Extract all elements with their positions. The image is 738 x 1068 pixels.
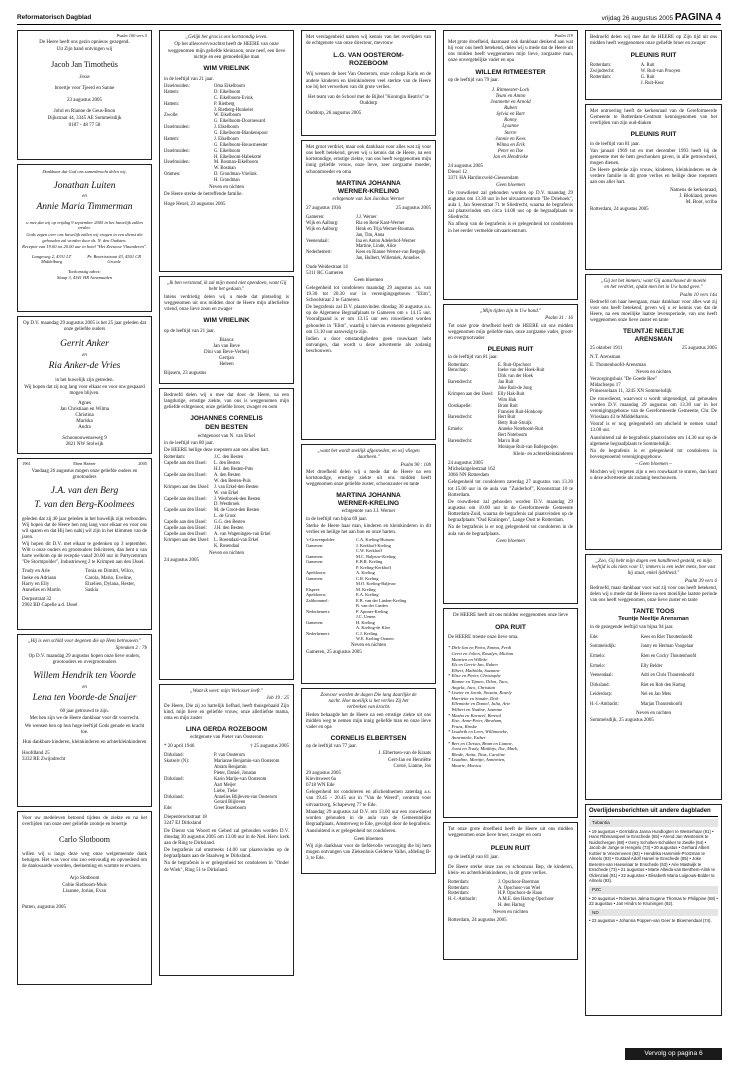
- death-ad-ritmeester: Psalm 119 Met grote droefheid, daarnaast ook dankbaar denkend aan wat hij voor ons heeft betekend, delen wij u mede dat de Heere uit ons midden heeft weggenomen mijn lieve, zorgzame man, onze onvergetelijke vader en opa WILLEM RITMEESTER op de leeftijd van 79 jaar. J. Ritmeester-Lock Teuni en Anton Jeannette en Arnold Ruben Sylvia en Bart Ronny Lysanne Sterre Jannie en Kees Wilma en Erik Peter en Ilse Jan en Hendrieke 24 augustus 2005 Diesel 12 3371 HA Hardinxveld-Giessendam Geen bloemen De rouwdienst zal gehouden worden op D.V. maandag 29 augustus om 13.30 uur in het uitvaartcentrum "De Driehoek", aula 1, Jan Steenstraat 71 te Sliedrecht, waarna de begrafenis zal plaatsvinden om circa 14.00 uur op de begraafplaats te Sliedrecht. Na afloop van de begrafenis is er gelegenheid tot condoleren in het eerder vermelde uitvaartcentrum.: [443, 30, 578, 300]
- family-member: Jan Ruit: [498, 380, 514, 386]
- family-member: C.A. Kreling-Huissen: [356, 537, 395, 543]
- family-place: [164, 544, 214, 550]
- family-place: 's-Gravenpolder:: [306, 537, 336, 543]
- family-member: D. Westbroek: [214, 502, 240, 508]
- family-place: Rotterdam:: [448, 891, 470, 897]
- family-member: Janny en Herman Voogelaar: [640, 644, 694, 650]
- family-place: Barendrecht:: [448, 415, 473, 421]
- family-member: J. Ruit-Keur: [640, 81, 664, 87]
- family-place: Rotterdam:: [448, 879, 470, 885]
- family-member: Betty Ruit-Struijk: [498, 421, 532, 427]
- family-place: [306, 636, 356, 642]
- family-place: IJsselmuiden:: [164, 148, 190, 154]
- family-place: Capelle aan den IJssel:: [164, 520, 207, 525]
- family-place: Rotterdam:: [448, 885, 470, 891]
- family-member: J. Kerkhoff-Kreling: [356, 542, 391, 548]
- family-member: Annelies Blijleven-van Oosterom: [214, 794, 278, 800]
- family-place: Capelle aan den IJssel:: [164, 525, 207, 531]
- family-member: J. van Erkel-den Besten: [214, 484, 259, 490]
- family-member: G. Eikelboom-Blankenspoor: [214, 131, 268, 137]
- family-place: [306, 256, 356, 262]
- family-member: Kees en Riet Thoutenhoofd: [640, 634, 693, 640]
- family-member: Marjan Thoutenhoofd: [640, 702, 682, 708]
- family-place: Dirksland:: [164, 776, 184, 782]
- family-member: C.J. Kreling: [356, 630, 378, 636]
- family-member: B. van der Linden: [356, 603, 388, 609]
- family-member: H. Kreling: [356, 619, 375, 625]
- family-place: H.-I.-Ambacht:: [448, 897, 477, 903]
- death-ad-opa-ruit: De HEERE heeft uit ons midden weggenomen onze lieve OPA RUIT De HEERE troeste onze lieve oma. * Dirk-Jan en Petra, Emma, Ferdi Geert en Jolien, Rosalyn, Michan Maarten en Willeke Els en Gerrit-Jan, Ruben Elbert, Mathilda, Suzanne * Elise en Pieter, Christophe Rianne en Tijmen, Dilon, Taco, Angela, Jaco, Christian * Lisette en Jacob, Siosaia, Rosely Harriëtte en Sander, Dirk Ellemieke en Daniel, Julia, Arie Wilbert en Nadine, Jasmine * Masha en Korneel, Berend Eise, Anne-Peter, Abraham, Frans, Rinske * Lisabeth en Leen, Willianneke, Annemieke, Esther * Bert en Christa, Bram en Lianne, Joost en Trudy, Matthijs, Ilse, Mark, Rhode, Anita, Titus, Caroline * Lisadine, Martijn, Annemien, Maurie, Monica: [443, 608, 578, 818]
- wedding-ad-luiten: Dankbaar dat God ons samenbracht delen wij, Jonathan Luiten en Annie Maria Timmerman u mee,dat wij op vrijdag 9 september 2005 in het huwelijk zullen treden. Gods zegen over ons huwelijk zullen wij vragen in een dienst die gehouden zal worden door ds. N. den Oudsten. Receptie van 19.00 tot 20.00 uur in hotel "Het Zeeuwse Vlaanderen". Langeweg 2, 4331 LT Middelburg Pr. Beatrixstraat 43, 4501 CR Groede Toekomstig adres: Slaap 3, 4341 HR Arnemuiden: [17, 164, 152, 312]
- family-member: A. den Besten: [214, 473, 241, 478]
- death-ad-pleunis-ruit-1: „Mijn tijden zijn in Uw hand." Psalm 31 : 16 Tot onze grote droefheid heeft de HEERE uit ons midden weggenomen mijn geliefde man, onze zorgzame vader, groot- en overgrootvader PLEUNIS RUIT in de leeftijd van 81 jaar. Rotterdam: E. Ruit-Opschoor Benschop: Ineke van der Hoek-Ruit Dirk van der Hoek Barendrecht: Jan Ruit Joke Ruit-de Jong Krimpen aan den IJssel: Elly Hak-Ruit Wim Hak Oostkapelle: Bram Ruit Fransien Ruit-Honkoop Barendrecht: Bert Ruit Betty Ruit-Struijk Ermelo: Anneke Noteboom-Ruit Bert Noteboom Barendrecht: Marco Ruit Monique Ruit-van Ballegooijen Klein- en achterkleinkinderen 24 augustus 2005 Michelangelostraat 162 3066 NN Rotterdam Gelegenheid tot condoleren zaterdag 27 augustus van 13.30 tot 15.00 uur in de aula van "Zuiderhof", Kroonstraat 10 te Rotterdam. De rouwdienst zal gehouden worden D.V. maandag 29 augustus om 10.00 uur in de Gereformeerde Gemeente Rotterdam-Zuid, waarna de begrafenis zal plaatsvinden op de begraafplaats "Oud Kralingen", Lange Oost te Rotterdam. Na de begrafenis is er nog gelegenheid tot condoleren in de aula van de begraafplaats. Geen bloemen: [443, 304, 578, 604]
- family-place: Zwijndrecht:: [590, 69, 615, 75]
- section-nd: ND: [589, 909, 718, 917]
- anniversary-ad-voorde: „Hij is een schild voor degenen die op Hem betrouwen." Spreuken 2 : 7b Op D.V. maandag 29 augustus hopen onze lieve ouders, grootouders en overgrootouders Willem Hendrik ten Voorde en Lena ten Voorde-de Snaijer 60 jaar getrouwd te zijn. Met hen zijn we de Heere dankbaar voor dit voorrecht. We wensen hen op hun hoge leeftijd Gods genade en kracht toe. Hun dankbare kinderen, kleinkinderen en achterkleinkinderen Hoofdland 25 3332 RE Zwijndrecht: [17, 634, 152, 807]
- family-member: Adri en Chris Thoutenhoofd: [640, 673, 694, 679]
- family-list: [306, 537, 431, 642]
- family-member: G. Eikelboom: [214, 148, 241, 154]
- family-member: E. Ruit-Opschoor: [498, 362, 532, 368]
- family-member: L. Rosendaal-van Erkel: [214, 537, 259, 543]
- family-member: K. Rosendaal: [214, 543, 240, 549]
- family-member: J.H. den Besten: [214, 525, 244, 531]
- family-member: J. Rietberg-Hunkeler: [214, 107, 254, 113]
- death-ad-rozeboom: „Want ik weet: mijn Verlosser leeft." Job 19 : 25 De Heere, Die zij zo hartelijk liefhad, heeft thuisgehaald Zijn kind, mijn lieve en geliefde vrouw, onze allerliefste mama, oma en mijn zuster LINA GERDA ROZEBOOM echtgenote van Pieter van Oosterom * 20 april 1946 † 25 augustus 2005 Dirksland: P. van Oosterom Skotselv (N): Marianne Benjamin-van Oosterom Abram Benjamin Pieter, Daniel, Jonatan Dirksland: Karin Marije-van Oosterom Aart Meijer Liebe, Tieke Dirksland: Annelies Blijleven-van Oosterom Gerard Blijleven Ede: Greet Rozeboom Diepenbrockstraat 18 3247 EJ Dirksland De Dienst van Woord en Gebed zal gehouden worden D.V. dinsdag 30 augustus 2005 om 13.00 uur in de Ned. Herv. kerk aan de Ring te Dirksland. De begrafenis zal omstreeks 14.00 uur plaatsvinden op de begraafplaats aan de Staalweg te Dirksland. Na de begrafenis is er gelegenheid tot condoleren in "Onder de Wiek", Ring 51 te Dirksland.: [159, 684, 294, 976]
- anniversary-ad-anker: Op D.V. maandag 29 augustus 2005 is het 25 jaar geleden dat onze geliefde ouders Gerrit Anker en Ria Anker-de Vries in het huwelijk zijn getreden. Wij hopen dat zij nog lang voor elkaar en voor ons gespaard mogen blijven. Agnes Jan Christiaan en Wilma Christina Mariska Andra Schoonouwenseweg 9 2821 NW Stolwijk: [17, 316, 152, 454]
- section-pzc: PZC: [589, 886, 718, 894]
- death-ad-pleun-ruit: Tot onze grote droefheid heeft de Heere uit ons midden weggenomen onze lieve broer, zwager en oom PLEUN RUIT op de leeftijd van 81 jaar. De Heere sterke onze zus en schoonzus Bep, de kinderen, klein- en achterkleinkinderen, in dit grote verlies. Rotterdam: J. Opschoor-Boerman Rotterdam: A. Opschoor-van Wiel Rotterdam: H.P. Opschoor-de Haan H.-I.-Ambacht: A.M.E. den Hartog-Opschoor H. den Hartog Neven en nichten Rotterdam, 24 augustus 2005: [443, 822, 578, 960]
- column-4: [443, 30, 578, 964]
- family-member: W.E. Kreling-Oomen: [356, 636, 394, 642]
- family-member: Martine, Linde, Alice: [356, 244, 397, 250]
- family-place: Veenendaal:: [306, 238, 329, 244]
- column-1: [17, 30, 152, 989]
- family-place: Gameren:: [306, 559, 324, 565]
- family-member: Riet en Rob den Hartog: [640, 682, 686, 688]
- continued-on-page-button[interactable]: Vervolg op pagina 6: [625, 1048, 722, 1060]
- death-ad-pleunis-ruit-2: Bedroefd delen wij mee dat de HEERE op Zijn tijd uit ons midden heeft weggenomen onze geliefde broer en zwager PLEUNIS RUIT Rotterdam: A. Ruit Zwijndrecht: W. Ruit-van Prooyen Rotterdam: G. Ruit J. Ruit-Keur: [585, 30, 722, 100]
- family-member: A. van Wageningen-van Erkel: [214, 531, 271, 537]
- family-member: P. van Oosterom: [214, 753, 245, 759]
- family-place: Ommen:: [164, 172, 181, 178]
- family-place: Dirksland:: [164, 753, 184, 759]
- family-list: [164, 84, 289, 184]
- family-member: Dirk van der Hoek: [498, 374, 534, 380]
- death-ad-van-oosterom: Met verslagenheid namen wij kennis van het overlijden van de echtgenote van onze directeur, mevrouw L.G. VAN OOSTEROM- ROZEBOOM Wij wensen de heer Van Oosterom, onze collega Karin en de andere kinderen en kleinkinderen veel sterkte van de Heere toe bij het verwerken van dit grote verlies. Het team van de School met de Bijbel "Koningin Beatrix" te Ouddorp Ouddorp, 26 augustus 2005: [301, 30, 436, 136]
- family-place: Ermelo:: [590, 653, 606, 659]
- family-place: [448, 903, 498, 909]
- family-member: M. Bosman-Eikelboom: [214, 160, 259, 166]
- family-member: Pieter, Daniel, Jonatan: [214, 771, 257, 777]
- family-place: Capelle aan den IJssel:: [164, 531, 207, 537]
- family-member: M. de Groot-den Besten: [214, 508, 260, 514]
- family-list: [164, 455, 289, 549]
- family-member: A. Kreling: [356, 570, 375, 576]
- family-member: J. Opschoor-Boerman: [498, 879, 540, 885]
- family-member: J.C. Uenen: [356, 614, 376, 620]
- family-member: C.R. Kreling: [356, 575, 379, 581]
- family-member: H.P. Opschoor-de Haan: [498, 891, 543, 897]
- family-member: Elly Belder: [640, 663, 663, 669]
- family-member: G.G. den Besten: [214, 520, 245, 525]
- family-member: J.C. den Besten: [214, 455, 244, 461]
- family-place: [448, 445, 498, 451]
- family-member: Oma Eikelboom: [214, 84, 245, 90]
- family-member: Henk en Trija Werner-Bouman: [356, 226, 414, 232]
- family-member: W. Bosman: [214, 166, 236, 172]
- death-ad-den-besten: Bedroefd delen wij u mee dat door de Heere, na een langdurige, ernstige ziekte, van ons is weggenomen mijn geliefde echtgenoot, onze geliefde broer, zwager en oom JOHANNES CORNELIS DEN BESTEN echtgenoot van N. van Erkel in de leeftijd van 80 jaar. De HEERE heilige deze roepstem aan ons allen hart. Rotterdam: J.C. den Besten Capelle aan den IJssel: L. den Besten H.J. den Besten-Puts Capelle aan den IJssel: A. den Besten W. den Besten-Puls Krimpen aan den IJssel: J. van Erkel-den Besten W. van Erkel Capelle aan den IJssel: J. Westbroek-den Besten D. Westbroek Capelle aan den IJssel: M. de Groot-den Besten L. de Groot Capelle aan den IJssel: G.G. den Besten Capelle aan den IJssel: J.H. den Besten Capelle aan den IJssel: A. van Wageningen-van Erkel Krimpen aan den IJssel: L. Rosendaal-van Erkel K. Rosendaal Neven en nichten 24 augustus 2005: [159, 388, 294, 680]
- family-member: E.B.R. Kreling: [356, 559, 383, 565]
- family-place: Hattem:: [164, 136, 180, 142]
- family-member: G. Eikelboom-Doorneward: [214, 119, 266, 125]
- family-member: H. Eikelboom-Habekotté: [214, 154, 262, 160]
- family-place: Elspeet:: [306, 586, 321, 592]
- family-member: Joke Ruit-de Jong: [498, 386, 532, 392]
- family-place: Veenendaal:: [590, 673, 613, 679]
- family-member: M. Kreling: [356, 586, 376, 592]
- family-place: Nederhemert:: [306, 250, 332, 256]
- family-member: Bert Noteboom: [498, 433, 528, 439]
- family-place: IJsselmuiden:: [164, 160, 190, 166]
- death-ad-arensman: „Gij zet het immers; want Gij aanschouwt de moeite en het verdriet, opdat men het in Uw hand geve." Psalm 10 vers 14a Bedroefd om haar heengaan, maar dankbaar voor alles wat zij voor ons heeft betekend, geven wij u er kennis van dat de Heere, na een moeilijke laatste levensperiode, van ons heeft weggenomen onze lieve zuster en tante TEUNTJE NEELTJE ARENSMAN 25 oktober 1911 25 augustus 2005 N.T. Arensman E. Thoutenhoofd-Arensman Neven en nichten Verzorgingshuis "De Goede Ree" Midachsepu 17 Prinsesselaan 11, 3245 XN Sommelsdijk De rouwdienst, waarvoor u wordt uitgenodigd, zal gehouden worden D.V. maandag 29 augustus om 13.30 uur in het verenigingsgebouw van de Gereformeerde Gemeente, Chr. De Vrieslaan 43 te Middelharnis. Vooraf is er nog gelegenheid om afscheid te nemen vanaf 13.00 uur. Aansluitend zal de begrafenis plaatsvinden om 14.30 uur op de algemene begraafplaats te Sommelsdijk. Na de begrafenis is er gelegenheid tot condoleren in bovengenoemd verenigingsgebouw. ~ Geen bloemen ~ Mochten wij vergeten zijn u een rouwkaart te sturen, dan kunt u deze advertentie als zodanig beschouwen.: [585, 274, 722, 550]
- family-member: Abram Benjamin: [214, 765, 247, 771]
- family-list: [590, 63, 717, 87]
- family-list: [306, 215, 431, 262]
- column-3: [301, 30, 436, 878]
- family-member: Ria en René Kant-Werner: [356, 220, 405, 226]
- family-member: G. Ruit: [640, 75, 655, 81]
- family-member: Elly Hak-Ruit: [498, 391, 525, 397]
- family-member: A. Kreling-de Kloe: [356, 625, 391, 631]
- page-header: [17, 12, 721, 25]
- family-place: Rotterdam:: [590, 75, 612, 81]
- family-member: M.C. Baljeuw-Kreling: [356, 553, 396, 559]
- family-place: IJsselmuiden:: [164, 125, 190, 131]
- family-member: G. Eikelboom-Bouwmeester: [214, 142, 268, 148]
- family-member: Fransien Ruit-Honkoop: [498, 409, 543, 415]
- family-member: Liebe, Tieke: [214, 788, 238, 794]
- section-tubantia: Tubantia: [589, 819, 718, 827]
- family-member: J. Eikelboom: [214, 136, 239, 142]
- thanks-ad-slotboom: Voor uw medeleven betoond tijdens de ziekte en na het overlijden van onze zeer geliefde zoontje en broertje Carlo Slotboom willen wij u langs deze weg onze welgemeende dank betuigen. Het was voor ons zoo eenvoudig en opvoedend om de dankwaarde woorden, deelneming en warmte te ervaren. Arjo Slotboom Cobie Slotboom-Muis Lisanne, Jorian, Evan Putten, augustus 2005: [17, 811, 152, 985]
- family-member: W. den Besten-Puls: [214, 478, 251, 484]
- family-place: Gameren:: [306, 215, 325, 221]
- newspaper-name: Reformatorisch Dagblad: [17, 14, 92, 21]
- family-place: Benschop:: [448, 368, 468, 374]
- family-place: Krimpen aan den IJssel:: [448, 391, 494, 397]
- family-place: Gameren:: [306, 619, 324, 625]
- family-place: Nederhemert:: [306, 608, 331, 614]
- family-place: Hattem:: [164, 101, 180, 107]
- family-member: Marianne Benjamin-van Oosterom: [214, 759, 280, 765]
- family-place: Rotterdam:: [164, 455, 186, 461]
- birth-ad-timotheus: Psalm 100 vers 5 De Heere heeft ons gezin opnieuw gezegend. Uit Zijn hand ontvingen wij Jacob Jan Timotheüs Jesse broertje voor Tjeerd en Sanne 23 augustus 2005 Johri en Rianne de Geus-Boon Dijkstraat 44, 3345 AE Sommelsdijk 0187 - 48 77 58: [17, 30, 152, 160]
- family-place: Wijk en Aalburg:: [306, 220, 339, 226]
- family-member: Rien en Cocky Thoutenhoofd: [640, 653, 697, 659]
- family-member: H. den Hartog: [498, 903, 525, 909]
- family-place: Rotterdam:: [448, 362, 470, 368]
- page-date: vrijdag 26 augustus 2005 PAGINA 4: [601, 12, 721, 23]
- family-member: E.A. Kreling: [356, 592, 379, 598]
- family-place: Capelle aan den IJssel:: [164, 496, 207, 502]
- family-place: Barendrecht:: [448, 380, 473, 386]
- family-place: Ermelo:: [448, 427, 464, 433]
- death-ad-tante-toos: „Zoo, Gij hebt mijn dagen een handbreed gesteld, en mijn leeftijd is als niets voor U; immers is een ieder mens, hoe vast hij staat, enkel ijdelheid." Psalm 39 vers 6 Bedroefd, maar dankbaar voor wat zij voor ons heeft betekend, delen wij u mede dat de Heere na een moeilijke laatste periode van ons heeft weggenomen, onze lieve zuster en tante TANTE TOOS Teuntje Neeltje Arensman in de gezegende leeftijd van bijna 94 jaar. Ede: Kees en Riet Thoutenhoofd Sommelsdijk: Janny en Herman Voogelaar Ermelo: Rien en Cocky Thoutenhoofd Ermelo: Elly Belder Veenendaal: Adri en Chris Thoutenhoofd Dirksland: Riet en Rob den Hartog Leiderdorp: Nel en Jan Mets H.-I.-Ambacht: Marjan Thoutenhoofd Neven en nichten Sommelsdijk, 25 augustus 2005: [585, 554, 722, 800]
- family-place: IJsselmuiden:: [164, 84, 190, 90]
- family-place: Wijk en Aalburg:: [306, 226, 339, 232]
- family-member: A. Ruit: [640, 63, 655, 69]
- family-place: Ede:: [590, 634, 599, 640]
- child-name: Jacob Jan Timotheüs: [51, 59, 118, 69]
- family-member: Gerard Blijleven: [214, 800, 246, 806]
- family-place: Dirksland:: [164, 794, 184, 800]
- family-place: Capelle aan den IJssel:: [164, 508, 207, 514]
- family-place: Capelle aan den IJssel:: [164, 461, 207, 467]
- family-member: Ina en Anton Adelerhof-Werner: [356, 238, 416, 244]
- family-place: [590, 81, 641, 87]
- family-list: [164, 753, 289, 812]
- family-place: Zwolle:: [164, 113, 179, 119]
- family-place: Capelle aan den IJssel:: [164, 473, 207, 478]
- family-member: P. Kreling-Kerkhoff: [356, 564, 392, 570]
- family-place: Barendrecht:: [448, 438, 473, 444]
- family-place: Gameren:: [306, 575, 324, 581]
- family-member: Kees en Rianne Werner-van Bergeijk: [356, 250, 426, 256]
- family-place: Ede:: [164, 806, 173, 812]
- family-member: D. Grondman-Vrielink: [214, 172, 257, 178]
- family-member: Anneke Noteboom-Ruit: [498, 427, 544, 433]
- family-member: A. Opschoor-van Wiel: [498, 885, 541, 891]
- family-member: M.O. Kreling-Baljeuw: [356, 581, 396, 587]
- family-member: D. Eikelboom: [214, 89, 241, 95]
- family-list: [590, 633, 717, 710]
- family-member: C.W. Kerkhoff: [356, 548, 382, 554]
- family-member: J.J. Werner: [356, 215, 377, 221]
- family-list: [448, 363, 573, 451]
- family-place: Gameren:: [306, 542, 324, 548]
- family-member: C. Eikelboom-Evink: [214, 95, 253, 101]
- family-member: H. Grondman: [214, 178, 240, 184]
- family-member: Monique Ruit-van Ballegooijen: [498, 444, 558, 450]
- church-ad-pleunis-ruit: Met ontroering heeft de kerkenraad van de Gereformeerde Gemeente te Rotterdam-Centrum kennisgenomen van het overlijden van zijn oud-diaken PLEUNIS RUIT in de leeftijd van 81 jaar. Van januari 1969 tot en met december 1993 heeft hij de gemeente met de hem geschonken gaven, in alle getrouwheid, mogen dienen. De Heere gedenke zijn vrouw, kinderen, kleinkinderen en de verdere familie in dit grote verlies en heilige deze roepstem aan ons aller hart. Namens de kerkenraad, J. Blokland, preses M. Boot, scriba Rotterdam, 24 augustus 2005: [585, 104, 722, 270]
- obituary-overview: Overlijdensberichten uit andere dagbladen Tubantia • 19 augustus • Gerritdina Janna Hundlogten te Westerhaar (81) • Hans Ribmanspeel te Enschede (65) • Arend Jan Westenink te Nuidschergen (88) • Gerry Scholten-Schokker te Zwolle (64) • Jacob de Jonge te Hengelo (73) • 20 augustus • Gerhard Albert Kottier te Vriezenveen (82) • Hendrika Hammink-Protzman te Almelo (93) • Gustaaf Adolf Hamel te Enschede (85) • Joke Besems-van Haeselaar te Enschede (53) • Arie Mastwijk te Enschede (73) • 21 augustus • Marte Alleida van Benthem-Alink te Oldenzaal (91) • 22 augustus • Elisabeth Maria Luijpouw-Bolder te Almelo (93). PZC • 20 augustus • Robertus Jalma Eugene Thomas te Philippine (58) • 22 augustus • Jan Hindrs te Kruiningen (92). ND • 23 augustus • Johanna Poppen-van Geer te Bloemendaal (74).: [585, 804, 722, 1016]
- family-list: [448, 880, 573, 909]
- column-2: [159, 30, 294, 980]
- family-member: Bram Ruit: [498, 403, 518, 409]
- family-place: Rotterdam:: [590, 63, 612, 69]
- family-place: Hattem:: [164, 89, 180, 95]
- family-place: H.-I.-Ambacht:: [590, 702, 619, 708]
- family-member: L. de Groot: [214, 514, 236, 520]
- family-place: Skotselv (N):: [164, 759, 190, 765]
- family-member: Wim Hak: [498, 397, 517, 403]
- column-5: [585, 30, 722, 1016]
- death-ad-werner-kreling-1: Met groot verdriet, maar ook dankbaar voor alles wat zij voor ons heeft betekend, geven wij u kennis dat de Heere, na een kortstondige, ernstige ziekte, van ons heeft weggenomen mijn innig geliefde vrouw, onze lieve, zeer zorgzame moeder, schoonmoeder en oma MARTINA JOHANNA WERNER-KRELING echtgenote van Jan Jacobus Werner 27 augustus 1936 25 augustus 2005 Gameren: J.J. Werner Wijk en Aalburg: Ria en René Kant-Werner Wijk en Aalburg: Henk en Trija Werner-Bouman Jan, Tim, Anna Veenendaal: Ina en Anton Adelerhof-Werner Martine, Linde, Alice Nederhemert: Kees en Rianne Werner-van Bergeijk Jan, Huibert, Willemiek, Annelies Oude Weidestraat 14 5311 RC Gameren Geen bloemen Gelegenheid tot condoleren maandag 29 augustus a.s. van 19.30 tot 20.30 uur in verenigingsgebouw "Elim", Schoolstraat 2 te Gameren. De begrafenis zal D.V. plaatsvinden dinsdag 30 augustus a.s. op de Algemene Begraafplaats te Gameren om ± 14.15 uur. Voorafgaand is er om 13.15 uur een rouwdienst worden gehouden in "Elim", waarbij u hiervan eveneens gelegenheid om 13.10 uur aanwezig te zijn. Indien u door omstandigheden geen rouwkaart hebt ontvangen, dan wordt u deze advertentie als zodanig beschouwen.: [301, 140, 436, 440]
- death-ad-vrielink-2: „Ik ben verstomd, ik zal mijn mond niet opendoen, want Gij hebt het gedaan." Intens verdrietig delen wij u mede dat plotseling is weggenomen uit ons midden door de Heere mijn allerliefste vriend, onze lieve zoon en zwager WIM VRIELINK op de leeftijd van 21 jaar. Bianca Jan van Beve Dini van Beve-Verheij Gertjan Heleen Bijssem, 23 augustus: [159, 276, 294, 384]
- family-place: Apeldoorn:: [306, 570, 326, 576]
- family-place: Oostkapelle:: [448, 403, 472, 409]
- anniversary-ad-berg: 1961 Eben Haëzer 2005 Vandaag 26 augustus mogen onze geliefde ouders en grootouders J.A. van den Berg T. van den Berg-Koolmees geleden dat zij 40 jaar geleden in het huwelijk zijn verbonden. Wij hopen dat de Heere hen nog lang voor elkaar en voor ons wil sparen en dat Hij hen nabij wil zijn in het klimmen van de jaren. Wij hopen dit D.V. met elkaar te gedenken op 3 september. Wilt u onze ouders en grootouders feliciteren, dan bent u van harte welkom op de receptie vanaf 20.00 uur in Partycentrum "De Stormpolder", Industrieweg 2 te Krimpen aan den IJssel. Trudy en Arie Ineke en Adriaan Harry en Elly Annelies en Martin Tonia en Dimitri, Wilco, Carola, Mario, Eveline, Elzelien, Dylana, Hester, Saskia Dorpsstraat 32 2902 BD Capelle a.d. IJssel: [17, 458, 152, 630]
- family-member: Nel en Jan Mets: [640, 692, 672, 698]
- family-member: Marco Ruit: [498, 438, 520, 444]
- family-member: W. Eikelboom: [214, 113, 241, 119]
- family-member: P. Aponer-Kreling: [356, 608, 388, 614]
- family-member: J. Eikelboom: [214, 125, 239, 131]
- family-member: Jan, Huibert, Willemiek, Annelies: [356, 256, 420, 262]
- family-place: Ermelo:: [590, 663, 606, 669]
- family-place: Krimpen aan den IJssel:: [164, 537, 210, 543]
- family-member: L. den Besten: [214, 461, 240, 467]
- death-ad-vrielink-1: „Gelijk het gras is ons kortstondig leven. Op het allesovervwachtst heeft de HEERE van onze weggenomen mijn geliefde kleinzoon, onze neef, een lieve nichtje en een gemoedelijke man WIM VRIELINK in de leeftijd van 21 jaar. IJsselmuiden: Oma Eikelboom Hattem: D. Eikelboom C. Eikelboom-Evink Hattem: P. Rietberg J. Rietberg-Hunkeler Zwolle: W. Eikelboom G. Eikelboom-Doorneward IJsselmuiden: J. Eikelboom G. Eikelboom-Blankenspoor Hattem: J. Eikelboom G. Eikelboom-Bouwmeester IJsselmuiden: G. Eikelboom H. Eikelboom-Habekotté IJsselmuiden: M. Bosman-Eikelboom W. Bosman Ommen: D. Grondman-Vrielink H. Grondman Neven en nichten De Heere sterke de betreffende familie. Hoge Hexel, 23 augustus 2005: [159, 30, 294, 272]
- family-place: [164, 178, 214, 184]
- family-place: Zaltbommel:: [306, 597, 329, 603]
- family-member: Karin Marije-van Oosterom: [214, 776, 267, 782]
- family-member: Aart Meijer: [214, 782, 236, 788]
- family-place: Krimpen aan den IJssel:: [164, 484, 210, 490]
- family-place: Gameren:: [306, 553, 324, 559]
- family-member: E.R. van der Linden-Kreling: [356, 597, 407, 603]
- family-member: Jan, Tim, Anna: [356, 232, 385, 238]
- family-place: Apeldoorn:: [306, 592, 326, 598]
- family-place: Nederhemert:: [306, 630, 331, 636]
- family-member: W. van Erkel: [214, 490, 239, 496]
- family-member: Greet Rozeboom: [214, 806, 246, 812]
- family-member: Bert Ruit: [498, 415, 516, 421]
- family-member: Ineke van der Hoek-Ruit: [498, 368, 545, 374]
- family-member: J. Westbroek-den Besten: [214, 496, 261, 502]
- family-member: P. Rietberg: [214, 101, 235, 107]
- family-member: W. Ruit-van Prooyen: [640, 69, 681, 75]
- family-member: A.M.E. den Hartog-Opschoor: [498, 897, 554, 903]
- death-ad-elbertsen: Zoovoor worden de dagen Die lang daarlijke de nacht. Hoe moeilijk is het verlies Zij het verbreken van kracht. Heden behaagde het de Heere na een ernstige ziekte uit ons midden weg te nemen mijn innig geliefde man en onze lieve vader en opa CORNELIS ELBERTSEN op de leeftijd van 77 jaar. J. Elbertsen-van de Kraats Gert-Jan en Henriëtte Corné, Lianne, Jos 29 augustus 2005 Kievitsweet 6a 6718 WN Ede Gelegenheid tot condoleren en afscheidnemen zaterdag a.s. van 19.45 – 20.45 uur in "Van de Weerd", centrum voor uitvaartzorg, Schapeweg 77 te Ede. Maandag 29 augustus zal D.V. om 13.00 uur een rouwdienst worden gehouden in de aula van de Gemeentelijke Begraafplaats, Amsterweg te Ede, gevolgd door de begrafenis. Aansluitend is er gelegenheid tot condoleren. Geen bloemen Wij zijn dankbaar voor de liefdevolle verzorging die bij hem mogen ontvangen van Ziekenhuis Gelderse Vallei, afdeling B-3, te Ede.: [301, 688, 436, 874]
- family-place: Dirksland:: [590, 682, 610, 688]
- family-place: Sommelsdijk:: [590, 644, 617, 650]
- death-ad-werner-kreling-2: „want het wordt snellijk afgesneden, en wij vliegen daarheen." Psalm 90 : 10b Met droefheid delen wij u mede dat de Heere na een kortstondige, ernstige ziekte uit ons midden heeft weggenomen onze geliefde zuster, schoonzuster en tante MARTINA JOHANNA WERNER-KRELING echtgenote van J.J. Werner in de leeftijd van bijna 69 jaar. Sterke de Heere haar man, kinderen en kleinkinderen in dit verlies en heilige het aan hun en onze harten. 's-Gravenpolder: C.A. Kreling-Huissen Gameren: J. Kerkhoff-Kreling C.W. Kerkhoff Gameren: M.C. Baljeuw-Kreling Gameren: E.B.R. Kreling P. Kreling-Kerkhoff Apeldoorn: A. Kreling Gameren: C.R. Kreling M.O. Kreling-Baljeuw Elspeet: M. Kreling Apeldoorn: E.A. Kreling Zaltbommel: E.R. van der Linden-Kreling B. van der Linden Nederhemert: P. Aponer-Kreling J.C. Uenen Gameren: H. Kreling A. Kreling-de Kloe Nederhemert: C.J. Kreling W.E. Kreling-Oomen Neven en nichten Gameren, 25 augustus 2005: [301, 444, 436, 684]
- family-place: Leiderdorp:: [590, 692, 613, 698]
- family-member: H.J. den Besten-Puts: [214, 467, 254, 473]
